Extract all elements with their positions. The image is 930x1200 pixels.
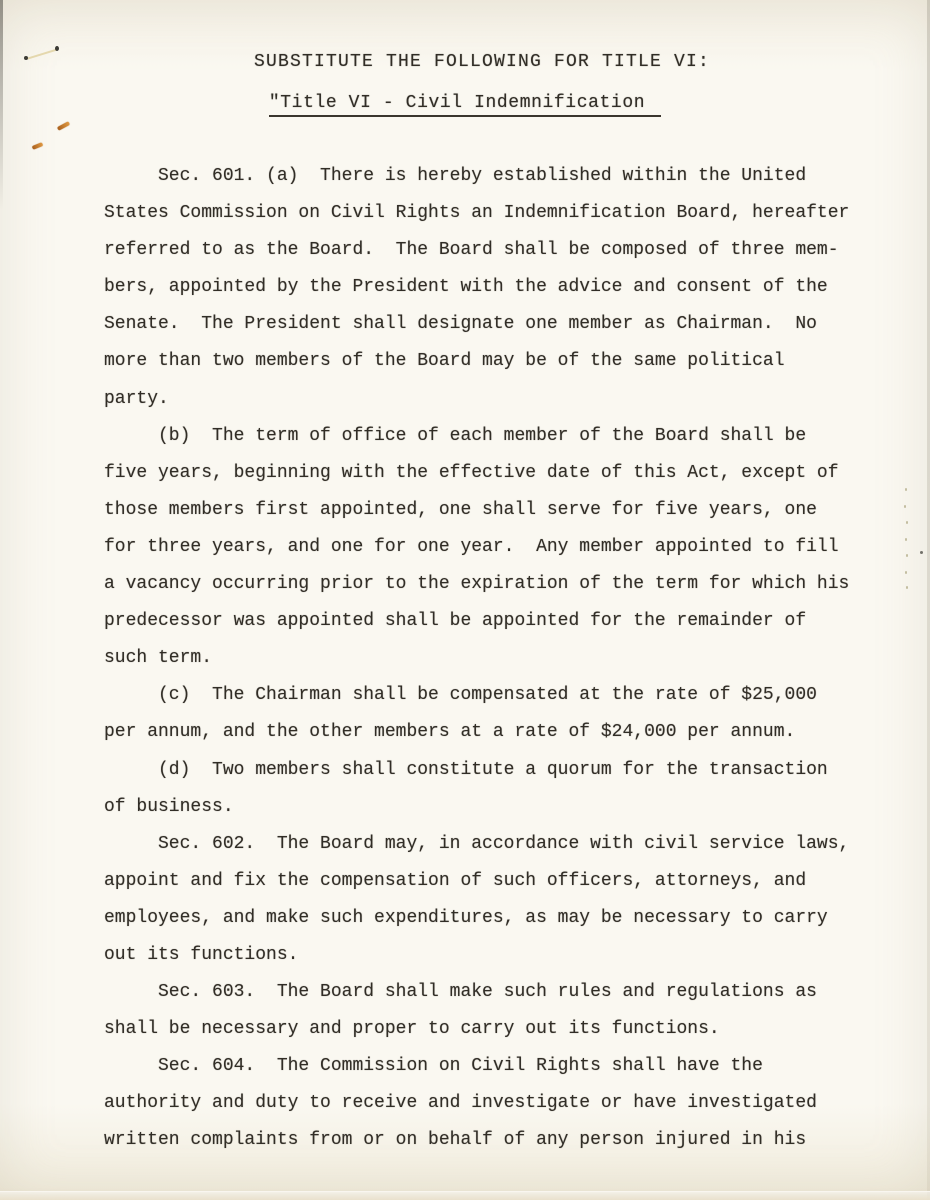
margin-dot-mark — [905, 488, 907, 491]
document-body — [104, 158, 894, 1160]
text-line: Senate. The President shall designate one member as Chairman. No — [104, 314, 817, 335]
text-line: those members first appointed, one shall serve for five years, one — [104, 499, 817, 520]
text-line: Sec. 604. The Commission on Civil Rights shall have the — [104, 1056, 763, 1077]
orange-pencil-mark — [32, 142, 44, 150]
text-line: Sec. 601. (a) There is hereby established within the United — [104, 166, 807, 186]
text-line: authority and duty to receive and investigate or have investigated — [104, 1093, 817, 1114]
text-line: of business. — [104, 796, 234, 817]
margin-dot-mark — [906, 586, 908, 589]
text-line: out its functions. — [104, 944, 299, 965]
text-line: (c) The Chairman shall be compensated at the rate of $25,000 — [104, 685, 817, 706]
text-line: written complaints from or on behalf of any person injured in his — [104, 1130, 807, 1151]
text-line: per annum, and the other members at a rate of $24,000 per annum. — [104, 722, 796, 743]
text-line: such term. — [104, 648, 213, 669]
text-line: for three years, and one for one year. Any member appointed to fill — [104, 536, 839, 557]
text-line: five years, beginning with the effective date of this Act, except of — [104, 462, 839, 483]
text-line: Sec. 602. The Board may, in accordance with civil service laws, — [104, 833, 850, 854]
edge-speck-mark — [920, 551, 923, 554]
text-line: employees, and make such expenditures, as may be necessary to carry — [104, 907, 828, 928]
text-line: a vacancy occurring prior to the expiration of the term for which his — [104, 574, 850, 595]
margin-dot-mark — [905, 571, 907, 574]
margin-dot-mark — [904, 505, 906, 508]
margin-dot-mark — [906, 554, 908, 557]
text-line: (b) The term of office of each member of the Board shall be — [104, 425, 807, 446]
margin-dot-mark — [905, 538, 907, 541]
ink-dot-mark — [55, 46, 59, 51]
orange-pencil-mark — [57, 121, 70, 131]
text-line: appoint and fix the compensation of such officers, attorneys, and — [104, 870, 807, 891]
margin-dot-mark — [906, 521, 908, 524]
text-line: more than two members of the Board may be of the same political — [104, 351, 785, 372]
text-line: shall be necessary and proper to carry out its functions. — [104, 1019, 720, 1040]
text-line: bers, appointed by the President with the advice and consent of the — [104, 277, 828, 298]
document-heading: SUBSTITUTE THE FOLLOWING FOR TITLE VI: — [253, 52, 711, 72]
text-line: States Commission on Civil Rights an Indemnification Board, hereafter — [104, 203, 850, 224]
text-line: predecessor was appointed shall be appointed for the remainder of — [104, 611, 807, 632]
text-line: Sec. 603. The Board shall make such rules and regulations as — [104, 982, 817, 1003]
scan-edge-bottom — [0, 1191, 930, 1200]
text-line: (d) Two members shall constitute a quorum for the transaction — [104, 759, 828, 780]
text-line: referred to as the Board. The Board shall be composed of three mem- — [104, 240, 839, 261]
document-subtitle: "Title VI - Civil Indemnification — [269, 93, 661, 117]
text-line: party. — [104, 388, 169, 409]
